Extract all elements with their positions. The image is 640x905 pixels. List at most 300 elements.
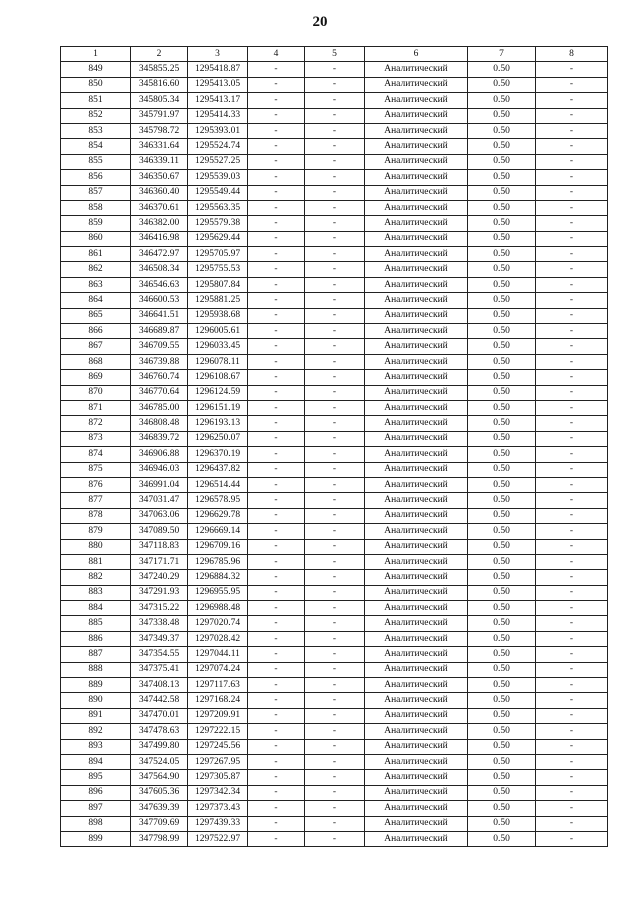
table-cell: -	[536, 554, 608, 569]
table-cell: 1296884.32	[188, 570, 248, 585]
table-row	[61, 462, 608, 477]
table-cell: 0.50	[468, 801, 536, 816]
table-row	[61, 324, 608, 339]
table-cell: -	[248, 216, 305, 231]
table-cell: Аналитический	[365, 216, 468, 231]
table-cell: Аналитический	[365, 693, 468, 708]
table-cell: Аналитический	[365, 524, 468, 539]
table-cell: 0.50	[468, 170, 536, 185]
table-row	[61, 385, 608, 400]
column-header: 3	[188, 47, 248, 62]
table-cell: -	[248, 693, 305, 708]
table-cell: -	[305, 524, 365, 539]
column-header: 1	[61, 47, 131, 62]
table-cell: -	[305, 770, 365, 785]
table-row	[61, 431, 608, 446]
table-row	[61, 724, 608, 739]
table-cell: 347709.69	[131, 816, 188, 831]
table-cell: -	[536, 185, 608, 200]
table-cell: Аналитический	[365, 354, 468, 369]
table-cell: 863	[61, 277, 131, 292]
table-cell: -	[305, 139, 365, 154]
table-cell: -	[536, 616, 608, 631]
table-cell: -	[248, 185, 305, 200]
table-cell: 0.50	[468, 154, 536, 169]
table-cell: -	[248, 508, 305, 523]
table-cell: Аналитический	[365, 62, 468, 77]
table-cell: 346339.11	[131, 154, 188, 169]
table-cell: Аналитический	[365, 385, 468, 400]
table-cell: Аналитический	[365, 539, 468, 554]
table-cell: 1295549.44	[188, 185, 248, 200]
table-cell: -	[248, 477, 305, 492]
table-cell: Аналитический	[365, 754, 468, 769]
table-cell: 0.50	[468, 431, 536, 446]
table-cell: 873	[61, 431, 131, 446]
table-cell: -	[305, 262, 365, 277]
table-body	[61, 62, 608, 847]
table-cell: -	[536, 785, 608, 800]
table-cell: 868	[61, 354, 131, 369]
table-row	[61, 770, 608, 785]
table-cell: 896	[61, 785, 131, 800]
table-cell: 0.50	[468, 647, 536, 662]
table-cell: -	[305, 493, 365, 508]
table-cell: 0.50	[468, 554, 536, 569]
table-cell: Аналитический	[365, 678, 468, 693]
table-cell: -	[305, 631, 365, 646]
table-cell: -	[536, 693, 608, 708]
table-row	[61, 231, 608, 246]
table-row	[61, 77, 608, 92]
table-cell: -	[305, 462, 365, 477]
table-cell: 1295418.87	[188, 62, 248, 77]
table-cell: -	[248, 400, 305, 415]
table-cell: 346906.88	[131, 447, 188, 462]
table-cell: 0.50	[468, 831, 536, 846]
table-cell: -	[248, 601, 305, 616]
table-cell: -	[248, 293, 305, 308]
table-cell: 347798.99	[131, 831, 188, 846]
table-cell: 1295881.25	[188, 293, 248, 308]
table-cell: 1296108.67	[188, 370, 248, 385]
table-cell: 347171.71	[131, 554, 188, 569]
table-cell: 347118.83	[131, 539, 188, 554]
table-cell: 889	[61, 678, 131, 693]
table-cell: Аналитический	[365, 739, 468, 754]
table-cell: 346546.63	[131, 277, 188, 292]
table-cell: -	[536, 801, 608, 816]
table-cell: 858	[61, 200, 131, 215]
table-cell: 869	[61, 370, 131, 385]
table-cell: 0.50	[468, 308, 536, 323]
table-cell: 0.50	[468, 493, 536, 508]
table-cell: -	[248, 447, 305, 462]
table-cell: 347031.47	[131, 493, 188, 508]
table-cell: 1297305.87	[188, 770, 248, 785]
table-cell: Аналитический	[365, 293, 468, 308]
table-row	[61, 154, 608, 169]
table-cell: -	[305, 601, 365, 616]
table-cell: Аналитический	[365, 708, 468, 723]
table-cell: 1297168.24	[188, 693, 248, 708]
table-cell: 870	[61, 385, 131, 400]
table-cell: -	[305, 308, 365, 323]
table-cell: Аналитический	[365, 770, 468, 785]
table-row	[61, 339, 608, 354]
table-cell: -	[305, 831, 365, 846]
table-cell: Аналитический	[365, 493, 468, 508]
table-cell: 0.50	[468, 770, 536, 785]
table-cell: -	[305, 77, 365, 92]
table-row	[61, 477, 608, 492]
table-row	[61, 139, 608, 154]
table-cell: Аналитический	[365, 277, 468, 292]
table-cell: Аналитический	[365, 431, 468, 446]
table-cell: -	[305, 585, 365, 600]
table-cell: -	[248, 77, 305, 92]
table-cell: Аналитический	[365, 724, 468, 739]
table-cell: -	[248, 570, 305, 585]
table-row	[61, 370, 608, 385]
table-cell: 899	[61, 831, 131, 846]
table-cell: Аналитический	[365, 416, 468, 431]
table-cell: Аналитический	[365, 247, 468, 262]
table-cell: Аналитический	[365, 123, 468, 138]
table-cell: -	[536, 262, 608, 277]
table-cell: -	[536, 662, 608, 677]
table-cell: 346382.00	[131, 216, 188, 231]
table-cell: 1297439.33	[188, 816, 248, 831]
table-cell: 1296193.13	[188, 416, 248, 431]
table-cell: -	[248, 831, 305, 846]
table-cell: 0.50	[468, 385, 536, 400]
table-cell: Аналитический	[365, 477, 468, 492]
table-cell: -	[536, 308, 608, 323]
table-cell: -	[248, 324, 305, 339]
table-cell: -	[248, 277, 305, 292]
table-cell: -	[536, 708, 608, 723]
table-cell: -	[536, 831, 608, 846]
table-cell: -	[536, 493, 608, 508]
table-cell: 0.50	[468, 277, 536, 292]
table-cell: -	[536, 739, 608, 754]
table-cell: -	[248, 462, 305, 477]
table-cell: 0.50	[468, 693, 536, 708]
table-cell: Аналитический	[365, 816, 468, 831]
table-cell: -	[536, 324, 608, 339]
table-cell: 0.50	[468, 93, 536, 108]
table-cell: 1295563.35	[188, 200, 248, 215]
table-cell: 849	[61, 62, 131, 77]
table-cell: Аналитический	[365, 200, 468, 215]
table-cell: -	[248, 493, 305, 508]
table-cell: 1297074.24	[188, 662, 248, 677]
table-cell: 1296151.19	[188, 400, 248, 415]
table-row	[61, 170, 608, 185]
table-cell: 345805.34	[131, 93, 188, 108]
table-cell: Аналитический	[365, 647, 468, 662]
table-row	[61, 601, 608, 616]
table-row	[61, 123, 608, 138]
table-cell: -	[305, 93, 365, 108]
table-cell: 881	[61, 554, 131, 569]
table-cell: 347291.93	[131, 585, 188, 600]
table-row	[61, 816, 608, 831]
table-cell: 1297342.34	[188, 785, 248, 800]
table-cell: -	[305, 693, 365, 708]
table-cell: -	[536, 170, 608, 185]
table-cell: -	[305, 185, 365, 200]
coordinates-table	[60, 46, 608, 847]
table-cell: -	[536, 123, 608, 138]
table-cell: 1297522.97	[188, 831, 248, 846]
table-cell: -	[536, 370, 608, 385]
table-row	[61, 831, 608, 846]
table-row	[61, 493, 608, 508]
table-cell: 0.50	[468, 616, 536, 631]
table-cell: Аналитический	[365, 139, 468, 154]
table-cell: -	[305, 616, 365, 631]
table-cell: Аналитический	[365, 93, 468, 108]
table-cell: 861	[61, 247, 131, 262]
table-cell: 346689.87	[131, 324, 188, 339]
table-cell: 346770.64	[131, 385, 188, 400]
table-row	[61, 308, 608, 323]
table-cell: -	[305, 477, 365, 492]
table-cell: -	[305, 678, 365, 693]
table-cell: 0.50	[468, 678, 536, 693]
page-number: 20	[312, 14, 328, 30]
table-cell: 1295705.97	[188, 247, 248, 262]
table-cell: -	[305, 354, 365, 369]
table-cell: 851	[61, 93, 131, 108]
table-row	[61, 247, 608, 262]
table-cell: 346416.98	[131, 231, 188, 246]
table-cell: 0.50	[468, 354, 536, 369]
table-cell: 0.50	[468, 447, 536, 462]
table-cell: -	[536, 816, 608, 831]
table-cell: 0.50	[468, 585, 536, 600]
table-cell: 888	[61, 662, 131, 677]
table-cell: 347354.55	[131, 647, 188, 662]
table-cell: 346508.34	[131, 262, 188, 277]
table-cell: 897	[61, 801, 131, 816]
table-cell: -	[536, 231, 608, 246]
table-cell: 346709.55	[131, 339, 188, 354]
table-cell: -	[248, 585, 305, 600]
table-cell: -	[536, 200, 608, 215]
table-cell: 887	[61, 647, 131, 662]
table-cell: -	[536, 431, 608, 446]
table-cell: -	[305, 170, 365, 185]
table-cell: -	[536, 247, 608, 262]
table-cell: -	[248, 262, 305, 277]
table-cell: Аналитический	[365, 462, 468, 477]
table-cell: 1296709.16	[188, 539, 248, 554]
table-cell: -	[536, 77, 608, 92]
table-cell: -	[248, 554, 305, 569]
table-cell: 346360.40	[131, 185, 188, 200]
table-cell: 0.50	[468, 601, 536, 616]
table-cell: 855	[61, 154, 131, 169]
table-cell: 347089.50	[131, 524, 188, 539]
table-cell: 898	[61, 816, 131, 831]
table-cell: 866	[61, 324, 131, 339]
table-row	[61, 554, 608, 569]
table-cell: 347063.06	[131, 508, 188, 523]
table-cell: Аналитический	[365, 447, 468, 462]
table-cell: 1296955.95	[188, 585, 248, 600]
table-cell: 0.50	[468, 754, 536, 769]
table-row	[61, 354, 608, 369]
table-cell: -	[305, 231, 365, 246]
table-cell: -	[305, 339, 365, 354]
table-cell: 1297373.43	[188, 801, 248, 816]
table-cell: 1295807.84	[188, 277, 248, 292]
table-cell: 345816.60	[131, 77, 188, 92]
table-cell: -	[305, 508, 365, 523]
table-cell: 1295579.38	[188, 216, 248, 231]
table-cell: 346641.51	[131, 308, 188, 323]
table-cell: -	[305, 200, 365, 215]
table-cell: -	[536, 400, 608, 415]
table-cell: -	[536, 108, 608, 123]
table-cell: Аналитический	[365, 400, 468, 415]
table-cell: 0.50	[468, 739, 536, 754]
table-cell: 892	[61, 724, 131, 739]
table-cell: -	[248, 139, 305, 154]
table-row	[61, 293, 608, 308]
table-cell: 0.50	[468, 785, 536, 800]
table-cell: -	[305, 370, 365, 385]
table-cell: 1296078.11	[188, 354, 248, 369]
table-cell: -	[305, 570, 365, 585]
table-cell: -	[248, 354, 305, 369]
table-cell: -	[248, 662, 305, 677]
table-cell: 871	[61, 400, 131, 415]
table-cell: 346760.74	[131, 370, 188, 385]
table-cell: -	[248, 770, 305, 785]
table-cell: 891	[61, 708, 131, 723]
table-cell: 0.50	[468, 200, 536, 215]
table-cell: -	[536, 570, 608, 585]
table-cell: 345798.72	[131, 123, 188, 138]
table-cell: 347499.80	[131, 739, 188, 754]
table-cell: Аналитический	[365, 585, 468, 600]
table-cell: Аналитический	[365, 370, 468, 385]
table-cell: 347639.39	[131, 801, 188, 816]
table-cell: -	[536, 678, 608, 693]
table-cell: -	[248, 370, 305, 385]
table-cell: -	[305, 739, 365, 754]
column-header: 4	[248, 47, 305, 62]
column-header: 5	[305, 47, 365, 62]
table-cell: -	[248, 801, 305, 816]
table-cell: Аналитический	[365, 662, 468, 677]
table-cell: Аналитический	[365, 308, 468, 323]
table-cell: -	[536, 293, 608, 308]
table-cell: 880	[61, 539, 131, 554]
table-cell: 1296250.07	[188, 431, 248, 446]
table-cell: -	[305, 801, 365, 816]
table-cell: 0.50	[468, 416, 536, 431]
table-cell: 1295524.74	[188, 139, 248, 154]
column-header: 8	[536, 47, 608, 62]
table-cell: 347470.01	[131, 708, 188, 723]
table-cell: -	[305, 400, 365, 415]
table-cell: -	[248, 308, 305, 323]
table-cell: Аналитический	[365, 324, 468, 339]
table-cell: Аналитический	[365, 570, 468, 585]
table-cell: -	[305, 816, 365, 831]
table-cell: 0.50	[468, 231, 536, 246]
table-cell: Аналитический	[365, 601, 468, 616]
table-cell: -	[536, 447, 608, 462]
table-cell: 1297222.15	[188, 724, 248, 739]
table-row	[61, 616, 608, 631]
table-cell: 0.50	[468, 816, 536, 831]
table-cell: 0.50	[468, 139, 536, 154]
table-cell: Аналитический	[365, 508, 468, 523]
table-cell: Аналитический	[365, 801, 468, 816]
table-row	[61, 277, 608, 292]
table-cell: -	[305, 431, 365, 446]
table-cell: -	[536, 62, 608, 77]
table-cell: -	[305, 708, 365, 723]
table-cell: -	[248, 431, 305, 446]
table-cell: -	[305, 662, 365, 677]
table-cell: -	[248, 385, 305, 400]
table-cell: 865	[61, 308, 131, 323]
table-cell: -	[305, 416, 365, 431]
table-cell: 885	[61, 616, 131, 631]
table-cell: -	[248, 647, 305, 662]
table-cell: 1295413.17	[188, 93, 248, 108]
table-row	[61, 678, 608, 693]
table-cell: 346600.53	[131, 293, 188, 308]
table-cell: 1295539.03	[188, 170, 248, 185]
table-cell: 852	[61, 108, 131, 123]
table-cell: -	[248, 200, 305, 215]
table-cell: 347442.58	[131, 693, 188, 708]
table-cell: -	[536, 354, 608, 369]
table-cell: 893	[61, 739, 131, 754]
table-cell: Аналитический	[365, 231, 468, 246]
table-cell: -	[536, 539, 608, 554]
table-cell: 1297028.42	[188, 631, 248, 646]
table-cell: 876	[61, 477, 131, 492]
table-row	[61, 200, 608, 215]
table-row	[61, 216, 608, 231]
table-cell: 0.50	[468, 370, 536, 385]
table-cell: 0.50	[468, 185, 536, 200]
table-cell: 1295413.05	[188, 77, 248, 92]
table-row	[61, 185, 608, 200]
table-cell: -	[536, 93, 608, 108]
table-cell: Аналитический	[365, 154, 468, 169]
table-row	[61, 585, 608, 600]
table-cell: 890	[61, 693, 131, 708]
table-row	[61, 93, 608, 108]
table-row	[61, 447, 608, 462]
table-cell: -	[305, 277, 365, 292]
table-cell: Аналитический	[365, 185, 468, 200]
table-cell: -	[248, 739, 305, 754]
table-row	[61, 662, 608, 677]
table-cell: -	[248, 678, 305, 693]
table-cell: -	[248, 62, 305, 77]
